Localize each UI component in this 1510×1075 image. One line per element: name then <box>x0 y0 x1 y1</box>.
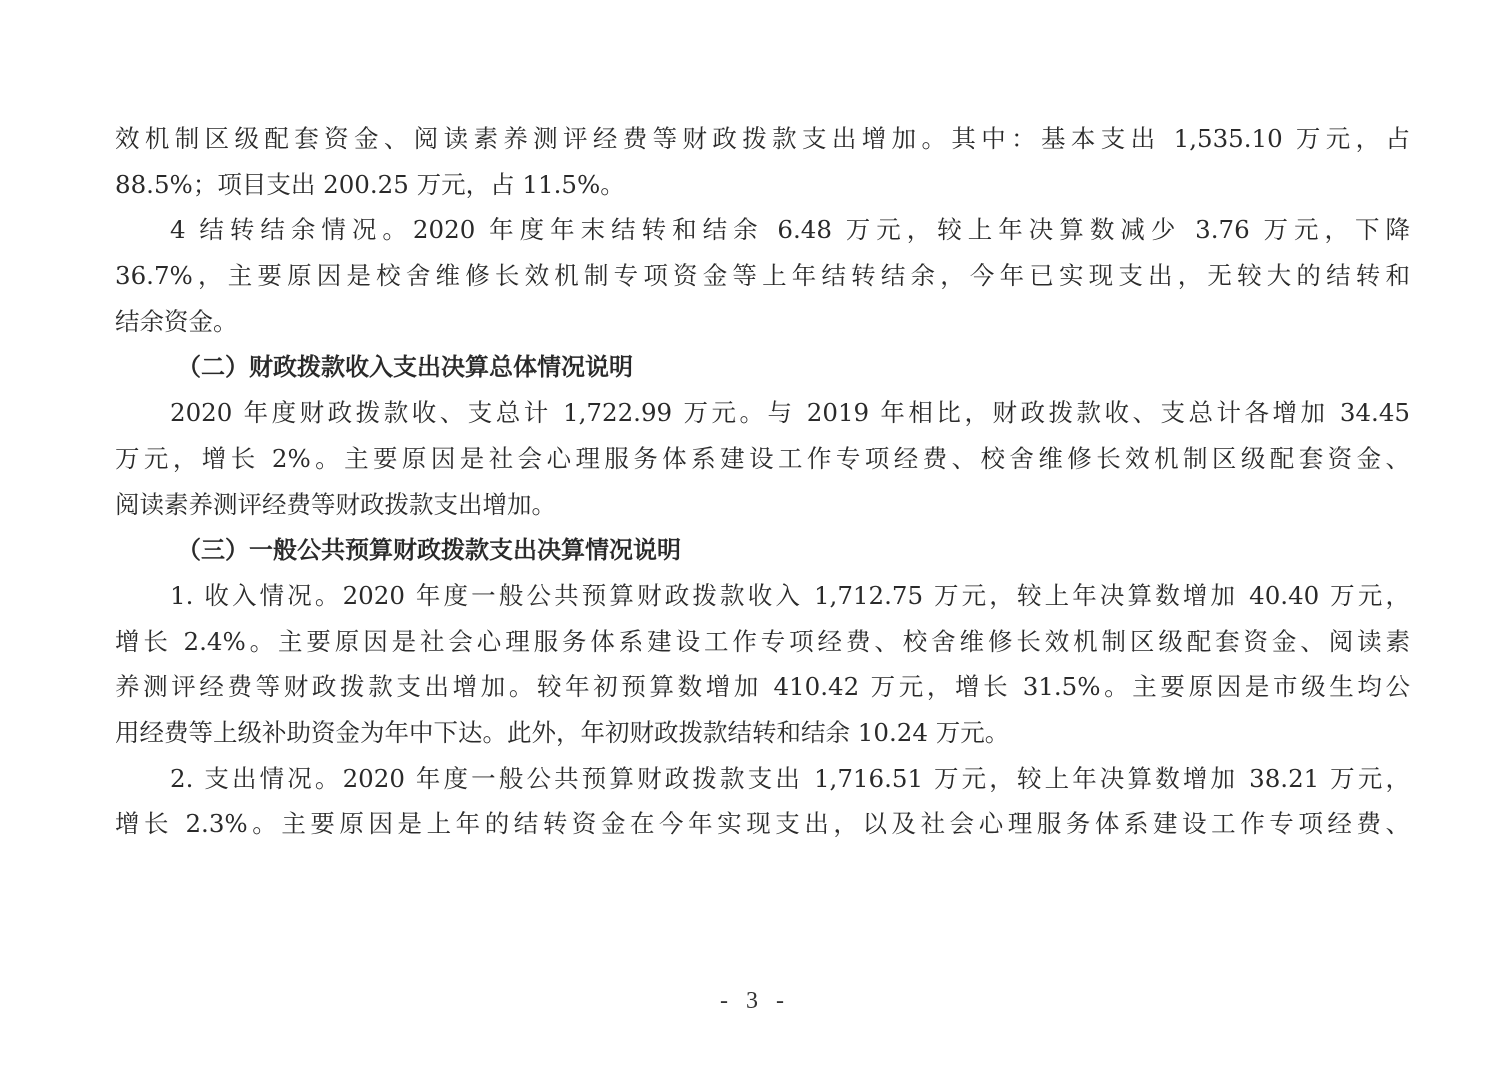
text-line: 养测评经费等财政拨款支出增加。较年初预算数增加 410.42 万元，增长 31.5%。主要原因是市级生均公 <box>115 672 1410 702</box>
text-line: 增长 2.3%。主要原因是上年的结转资金在今年实现支出，以及社会心理服务体系建设工作专项经费、 <box>115 809 1410 839</box>
section-heading: （三）一般公共预算财政拨款支出决算情况说明 <box>177 535 681 565</box>
text-line: 效机制区级配套资金、阅读素养测评经费等财政拨款支出增加。其中：基本支出 1,535.10 万元，占 <box>115 124 1410 153</box>
text-line: 万元，增长 2%。主要原因是社会心理服务体系建设工作专项经费、校舍维修长效机制区级配套资金、 <box>115 443 1410 473</box>
text-line: 36.7%，主要原因是校舍维修长效机制专项资金等上年结转结余，今年已实现支出，无较大的结转和 <box>115 261 1410 291</box>
text-line: 88.5%；项目支出 200.25 万元，占 11.5%。 <box>115 169 625 199</box>
page-number: - 3 - <box>720 988 790 1014</box>
text-line: 增长 2.4%。主要原因是社会心理服务体系建设工作专项经费、校舍维修长效机制区级配套资金、阅读素 <box>115 626 1410 656</box>
text-line: 2. 支出情况。2020 年度一般公共预算财政拨款支出 1,716.51 万元，较上年决算数增加 38.21 万元， <box>170 763 1410 793</box>
text-line: 结余资金。 <box>115 306 238 336</box>
body-text <box>115 116 1410 847</box>
text-line: 用经费等上级补助资金为年中下达。此外，年初财政拨款结转和结余 10.24 万元。 <box>115 717 1010 747</box>
text-line: 4 结转结余情况。2020 年度年末结转和结余 6.48 万元，较上年决算数减少 3.76 万元，下降 <box>170 215 1410 245</box>
section-heading: （二）财政拨款收入支出决算总体情况说明 <box>177 352 633 382</box>
text-line: 2020 年度财政拨款收、支总计 1,722.99 万元。与 2019 年相比，财政拨款收、支总计各增加 34.45 <box>170 398 1410 428</box>
text-line: 阅读素养测评经费等财政拨款支出增加。 <box>115 489 556 519</box>
text-line: 1. 收入情况。2020 年度一般公共预算财政拨款收入 1,712.75 万元，较上年决算数增加 40.40 万元， <box>170 580 1410 610</box>
